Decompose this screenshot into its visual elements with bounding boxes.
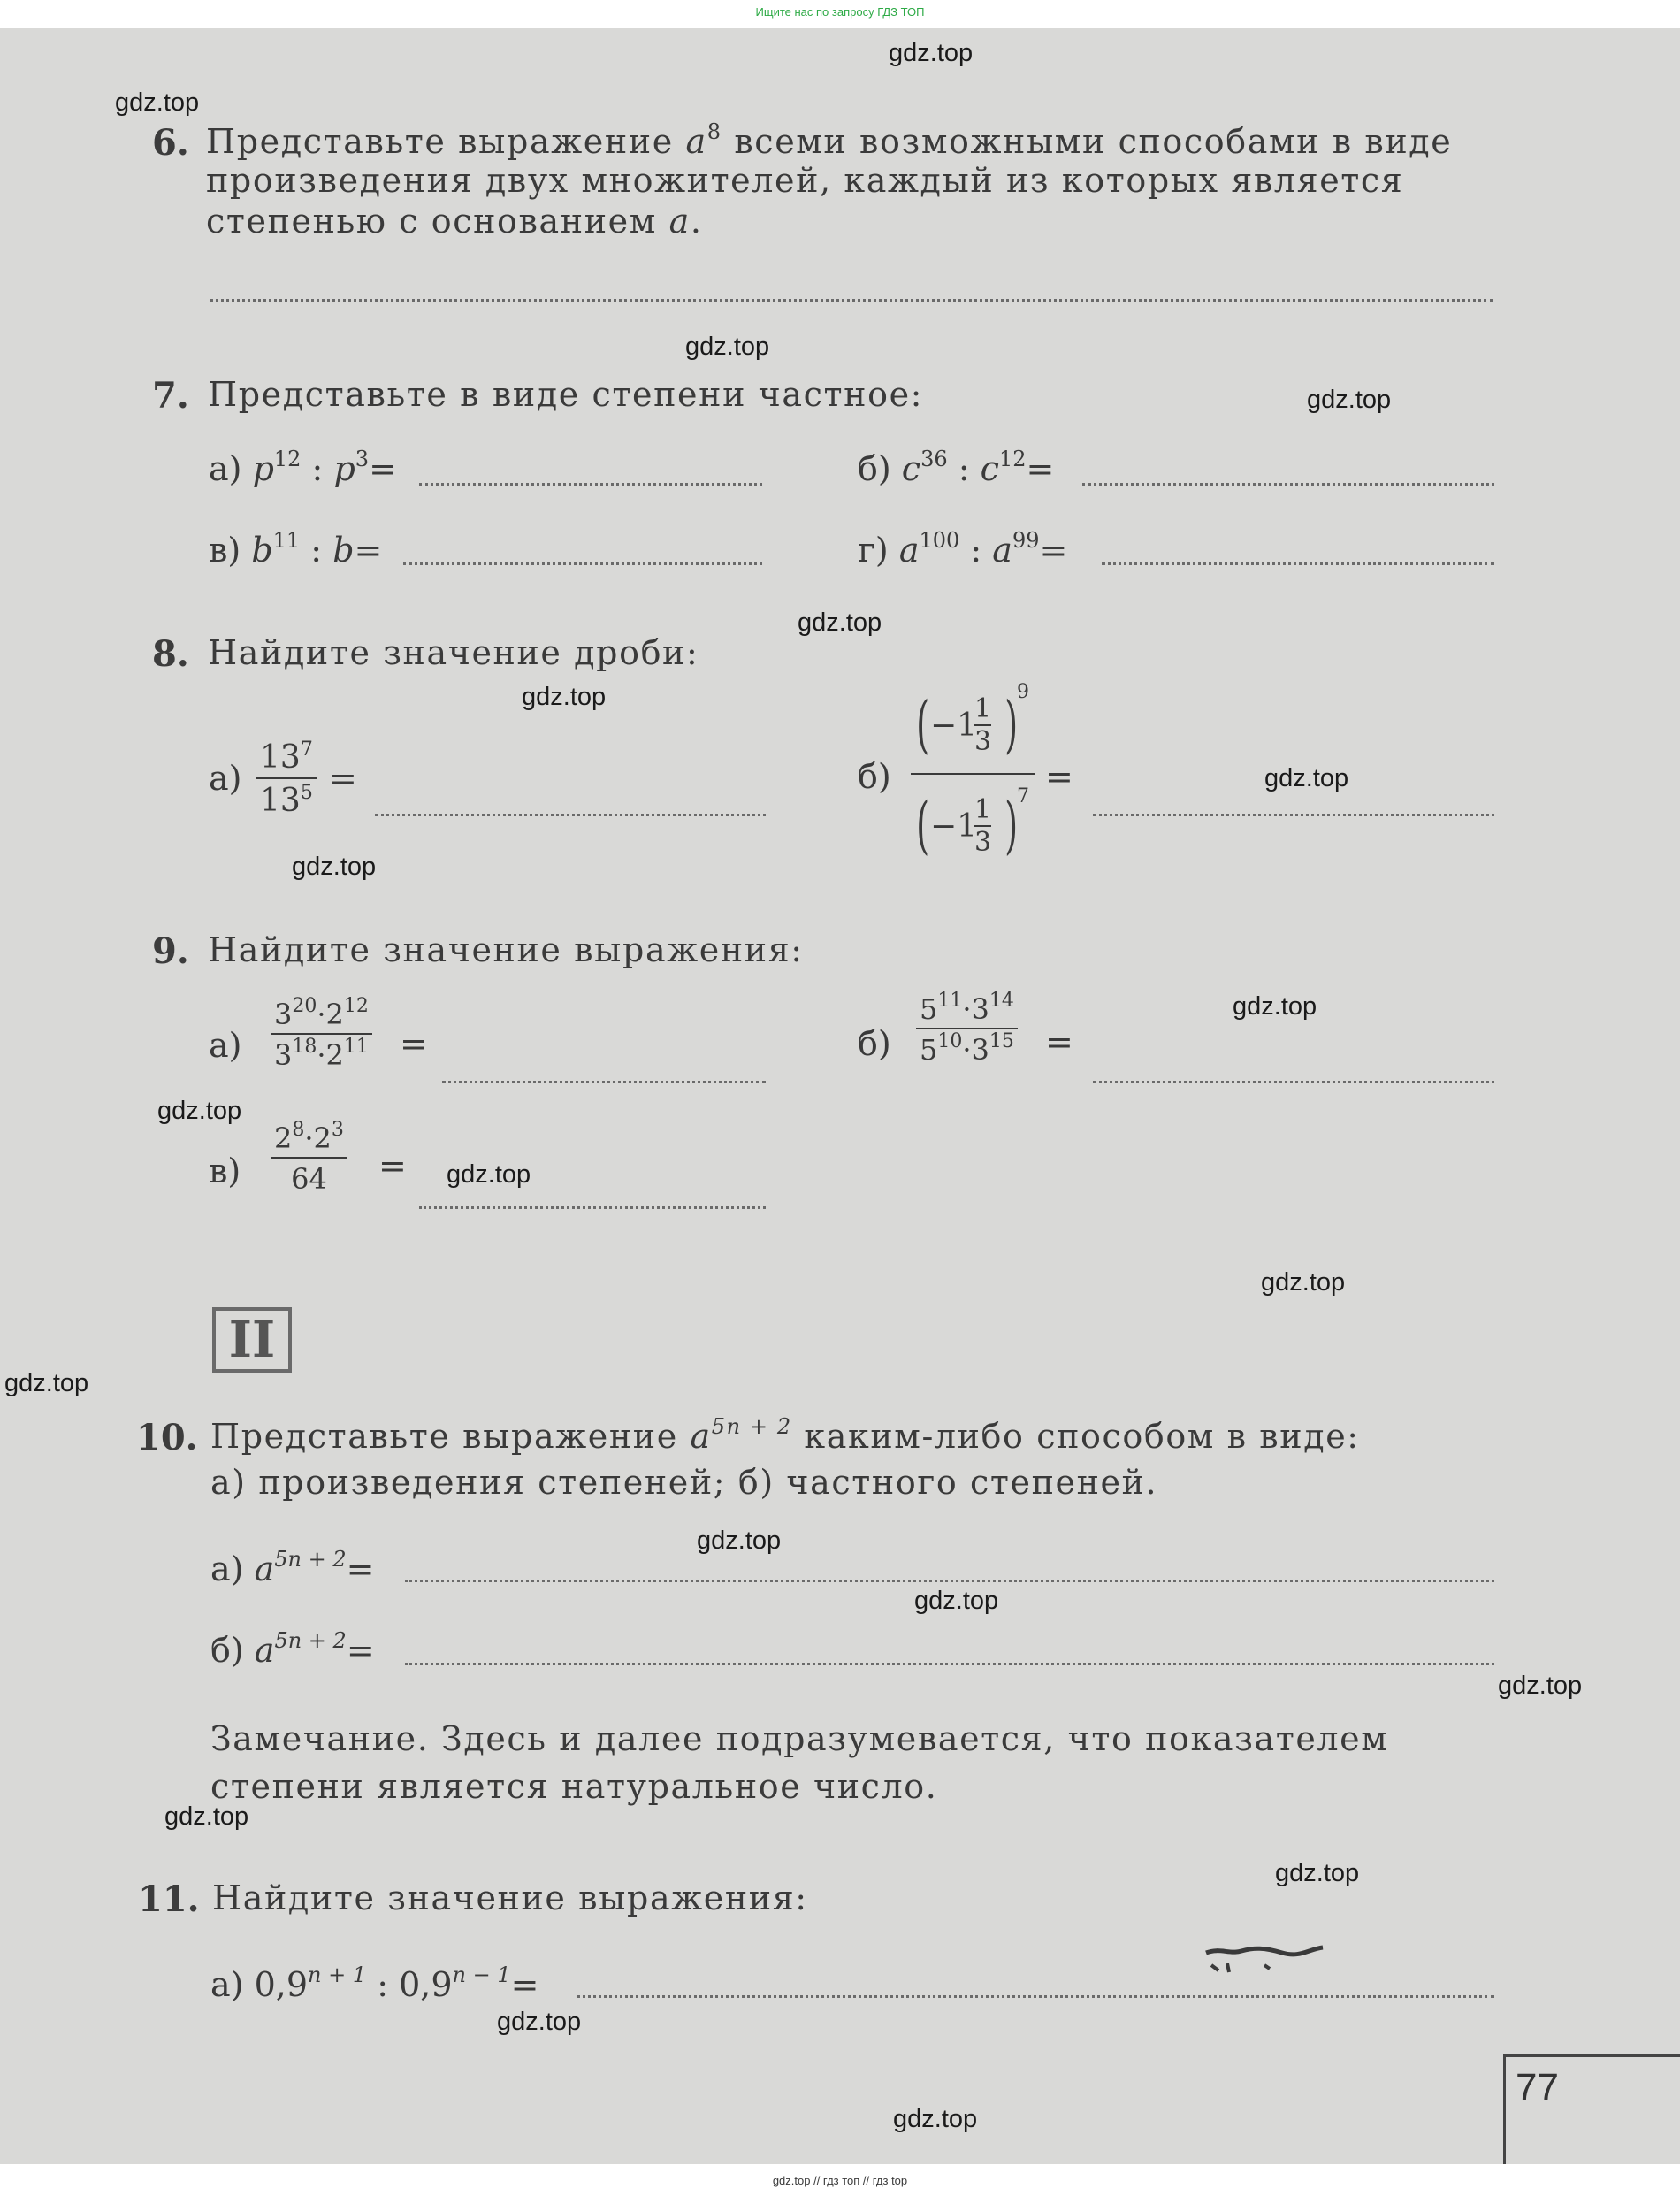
task-10a-exp: 5n + 2 [274,1547,347,1572]
task-6-variable: a [668,202,691,241]
task-7b-eq: = [1026,449,1055,488]
task-6-line-1 [206,119,1453,161]
task-8b-den-exp: 7 [1017,785,1029,807]
task-9a-den-base-1: 3 [274,1038,293,1072]
task-7b-base-2: c [980,449,999,488]
task-10-note-line-2: степени является натуральное число. [210,1767,938,1806]
task-7d-op: : [970,531,982,570]
task-9a-fraction [271,995,372,1072]
task-7c [209,528,383,570]
task-11a-label: а) [210,1965,244,2004]
task-9a-label: а) [209,1026,242,1065]
task-10a-answer-line[interactable] [405,1580,1494,1582]
task-9a-num-base-1: 3 [274,998,293,1031]
task-11a-exp-2: n − 1 [452,1963,511,1987]
task-6-answer-line[interactable] [210,299,1493,302]
task-11a-answer-line[interactable] [577,1995,1494,1998]
task-8b-num-frac-den: 3 [974,726,992,757]
watermark: gdz.top [164,1802,249,1831]
watermark: gdz.top [685,333,770,361]
task-10b [210,1628,375,1670]
task-7b-op: : [958,449,970,488]
section-marker: II [228,1311,276,1369]
task-8b-num-exp: 9 [1017,681,1029,703]
task-8a-eq: = [329,759,357,798]
task-11a-base-1: 0,9 [254,1965,309,2004]
watermark: gdz.top [893,2105,978,2133]
task-9c-num-base-2: 2 [313,1121,332,1155]
task-8a-fraction [256,739,317,819]
task-7b-exp-1: 36 [920,447,948,471]
task-6-line-2: произведения двух множителей, каждый из которых является [206,161,1404,200]
watermark: gdz.top [522,683,607,711]
task-8b-den-fraction [974,794,991,858]
task-7d-base-1: a [898,531,920,570]
task-9c-num-dot: · [304,1121,314,1155]
task-9a-den-base-2: 2 [325,1038,344,1072]
task-10a-base: a [254,1549,275,1588]
task-10-note-line-1: Замечание. Здесь и далее подразумевается, что показателем [210,1719,1389,1758]
task-9b-num-base-1: 5 [920,992,938,1026]
task-8b-eq: = [1045,757,1073,796]
watermark: gdz.top [4,1369,89,1397]
task-10-exponent: 5n + 2 [711,1414,792,1439]
watermark: gdz.top [115,88,200,117]
task-7b-base-1: c [901,449,921,488]
task-7d-eq: = [1039,531,1068,570]
task-10-line-1 [210,1414,1360,1456]
task-7a-base-1: p [252,449,274,488]
task-9a-den-exp-2: 11 [343,1036,369,1058]
task-9b-fraction [916,992,1018,1067]
task-8b-main-bar [911,773,1035,775]
task-8b-answer-line[interactable] [1093,814,1494,816]
task-7c-base-1: b [251,531,273,570]
task-7a-base-2: p [333,449,355,488]
watermark: gdz.top [1233,992,1317,1021]
task-10-text: Представьте выражение [210,1417,678,1456]
task-8b-num-frac-num: 1 [974,693,992,724]
task-7a-answer-line[interactable] [419,483,762,486]
task-8b-den-frac-num: 1 [974,794,992,825]
task-7b [858,449,1054,488]
task-9c-label: в) [209,1152,241,1190]
task-7c-eq: = [354,531,383,570]
task-7a [209,449,397,488]
task-10-text-rest: каким-либо способом в виде: [804,1417,1360,1456]
task-9c-fraction [271,1121,347,1196]
task-7d-exp-2: 99 [1012,528,1040,553]
task-9a-answer-line[interactable] [442,1081,766,1083]
task-10a-eq: = [346,1549,375,1588]
task-6-exponent: 8 [706,119,722,144]
task-9a-num-exp-2: 12 [343,995,369,1017]
task-8a-num-base: 13 [260,739,301,776]
task-7b-answer-line[interactable] [1082,483,1494,486]
task-9-number: 9. [152,930,189,972]
task-10-number: 10. [136,1417,198,1458]
task-8b-den-sign: −1 [930,808,978,845]
task-8b-den-frac-den: 3 [974,827,992,858]
watermark: gdz.top [1498,1672,1583,1700]
task-8b-num-paren-left: ( [916,688,930,761]
watermark: gdz.top [1275,1859,1360,1887]
task-11-number: 11. [138,1878,200,1920]
task-9a-num-exp-1: 20 [292,995,317,1017]
task-8a-answer-line[interactable] [375,814,766,816]
task-10a [210,1549,374,1588]
task-9b-den-dot: · [962,1033,972,1067]
task-10b-base: a [254,1631,275,1670]
task-8b-den-paren-right: ) [1004,789,1019,861]
task-9c-eq: = [378,1146,407,1185]
task-11a-eq: = [510,1965,539,2004]
task-7d-answer-line[interactable] [1102,562,1494,565]
task-7b-exp-2: 12 [998,447,1027,471]
task-9b-num-base-2: 3 [971,992,989,1026]
task-9b-num-exp-2: 14 [989,990,1014,1012]
task-7d-exp-1: 100 [919,528,960,553]
task-8b-den-paren-left: ( [916,789,930,861]
page-number: 77 [1516,2066,1559,2109]
task-9b-answer-line[interactable] [1093,1081,1494,1083]
task-9b-num-exp-1: 11 [937,990,963,1012]
task-6-text: Представьте выражение [206,122,674,161]
task-6-line-3 [206,202,703,241]
task-8a-num-exp: 7 [300,738,313,761]
task-9b-den-base-2: 3 [971,1033,989,1067]
task-8-number: 8. [152,633,189,675]
task-6-text-rest: всеми возможными способами в виде [734,122,1453,161]
task-7a-label: а) [209,449,242,488]
task-8b-num-sign: −1 [930,708,978,744]
task-9b-eq: = [1045,1022,1073,1061]
task-10a-label: а) [210,1549,244,1588]
watermark: gdz.top [697,1526,782,1555]
task-9a-den-exp-1: 18 [292,1036,317,1058]
task-9a-num-dot: · [317,998,326,1031]
watermark: gdz.top [497,2008,582,2036]
watermark: gdz.top [292,853,377,881]
textbook-page [0,28,1680,2164]
top-banner[interactable]: Ищите нас по запросу ГДЗ ТОП [755,5,925,19]
task-7c-label: в) [209,531,241,570]
task-6-number: 6. [152,122,189,164]
task-9a-den-dot: · [317,1038,326,1072]
task-8b-num-fraction [974,693,991,757]
watermark: gdz.top [889,39,974,67]
watermark: gdz.top [157,1097,242,1125]
footer-links[interactable]: gdz.top // гдз топ // гдз top [772,2174,908,2187]
task-7d-base-2: a [992,531,1012,570]
watermark: gdz.top [1307,386,1392,414]
task-8a-den-exp: 5 [300,782,313,804]
task-8-title: Найдите значение дроби: [208,633,699,672]
task-9-title: Найдите значение выражения: [208,930,804,969]
task-9c-num-exp-1: 8 [292,1119,305,1141]
task-8b-num-paren-right: ) [1004,688,1019,761]
task-8a-den-base: 13 [260,783,301,819]
task-11-title: Найдите значение выражения: [212,1878,808,1917]
task-7-title: Представьте в виде степени частное: [208,375,924,414]
task-7c-exp-1: 11 [272,528,301,553]
task-7b-label: б) [858,449,891,488]
task-7c-op: : [310,531,323,570]
task-9a-eq: = [400,1024,428,1063]
task-8b-label: б) [858,757,891,796]
task-7d [858,528,1068,570]
task-10b-label: б) [210,1631,244,1670]
task-7d-label: г) [858,531,889,570]
section-marker-box [212,1307,292,1373]
task-10-line-2: а) произведения степеней; б) частного степеней. [210,1463,1158,1502]
task-9c-answer-line[interactable] [419,1206,766,1209]
task-9b-den-exp-2: 15 [989,1030,1014,1052]
watermark: gdz.top [914,1587,999,1615]
task-9a-num-base-2: 2 [325,998,344,1031]
task-11a-exp-1: n + 1 [308,1963,367,1987]
task-9b-den-exp-1: 10 [937,1030,963,1052]
task-9b-num-dot: · [962,992,972,1026]
task-7a-eq: = [369,449,397,488]
task-10-base: a [690,1417,712,1456]
watermark: gdz.top [1264,764,1349,792]
task-6-base: a [685,122,707,161]
ink-smudge [1203,1944,1326,1976]
task-11a [210,1965,538,2004]
task-7c-answer-line[interactable] [403,562,762,565]
task-6-period: . [690,202,703,241]
watermark: gdz.top [447,1160,531,1189]
task-7c-base-2: b [332,531,355,570]
task-11a-op: : [377,1965,389,2004]
task-9b-den-base-1: 5 [920,1033,938,1067]
task-9b-label: б) [858,1024,891,1063]
watermark: gdz.top [1261,1268,1346,1297]
task-7a-exp-1: 12 [273,447,302,471]
task-10b-exp: 5n + 2 [274,1628,347,1653]
task-6-text-3: степенью с основанием [206,202,657,241]
task-9c-num-base-1: 2 [274,1121,293,1155]
watermark: gdz.top [798,608,882,637]
task-8a-label: а) [209,759,242,798]
task-7a-exp-2: 3 [355,447,370,471]
task-7-number: 7. [152,375,189,417]
task-9c-den: 64 [291,1162,327,1196]
task-7a-op: : [311,449,324,488]
task-11a-base-2: 0,9 [399,1965,453,2004]
task-10b-answer-line[interactable] [405,1663,1494,1665]
task-10b-eq: = [346,1631,375,1670]
task-9c-num-exp-2: 3 [331,1119,344,1141]
